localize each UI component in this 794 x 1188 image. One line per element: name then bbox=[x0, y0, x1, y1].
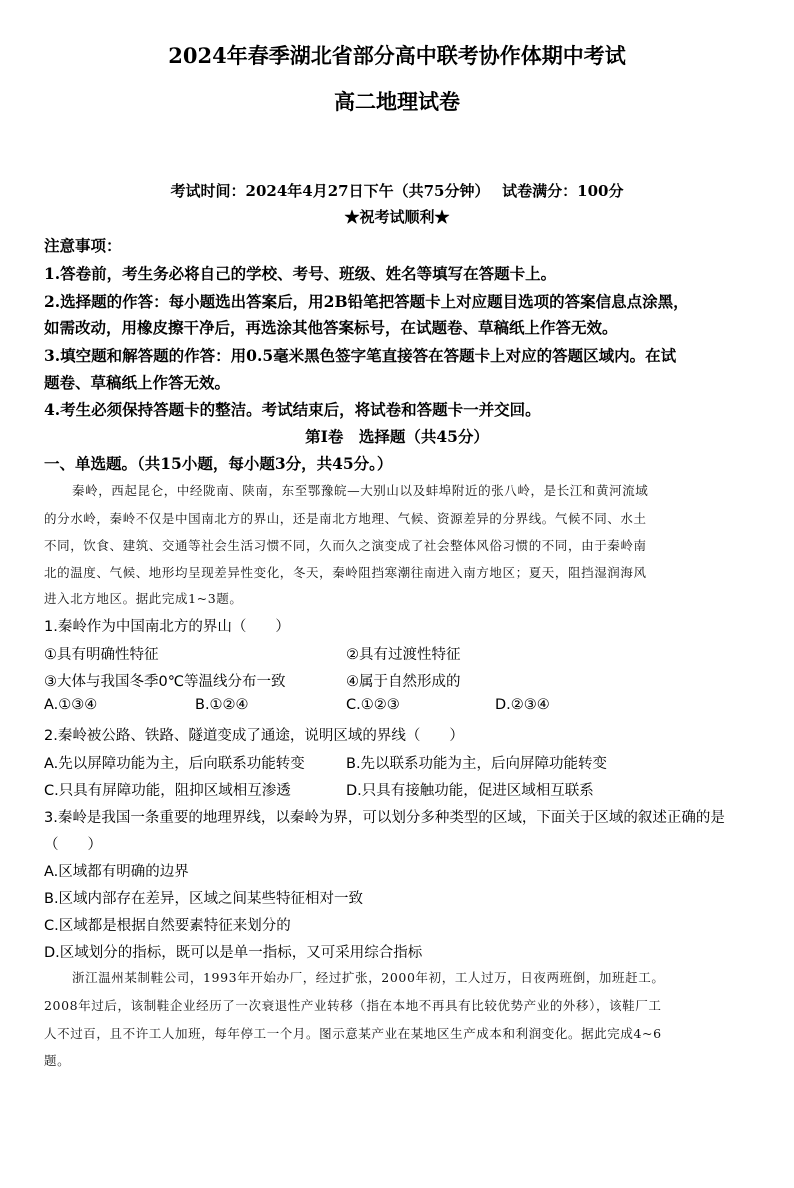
note-item-2-line-1: 2.选择题的作答：每小题选出答案后，用2B铅笔把答题卡上对应题目选项的答案信息点涂黑， bbox=[44, 292, 689, 311]
note-item-3-line-1: 3.填空题和解答题的作答：用0.5毫米黑色签字笔直接答在答题卡上对应的答题区域内。在试 bbox=[44, 346, 677, 365]
q1-option-c: C.①②③ bbox=[346, 697, 400, 713]
q3-option-b: B.区域内部存在差异，区域之间某些特征相对一致 bbox=[44, 891, 364, 907]
passage2-line-1: 浙江温州某制鞋公司，1993年开始办厂，经过扩张，2000年初，工人过万，日夜两班倒，加班赶工。 bbox=[72, 970, 665, 985]
exam-title: 2024年春季湖北省部分高中联考协作体期中考试 bbox=[168, 43, 626, 68]
q2-option-a: A.先以屏障功能为主，后向联系功能转变 bbox=[44, 756, 305, 772]
passage1-line-2: 的分水岭，秦岭不仅是中国南北方的界山，还是南北方地理、气候、资源差异的分界线。气候不同、水土 bbox=[44, 511, 647, 526]
q3-stem-line-2: （ ） bbox=[44, 837, 102, 853]
q3-stem-line-1: 3.秦岭是我国一条重要的地理界线，以秦岭为界，可以划分多种类型的区域，下面关于区域的叙述正确的是 bbox=[44, 810, 725, 826]
q1-statement-4: ④属于自然形成的 bbox=[346, 674, 461, 690]
q1-stem: 1.秦岭作为中国南北方的界山（ ） bbox=[44, 619, 290, 635]
notes-heading: 注意事项： bbox=[44, 236, 122, 255]
q3-option-c: C.区域都是根据自然要素特征来划分的 bbox=[44, 918, 291, 934]
passage2-line-4: 题。 bbox=[44, 1053, 71, 1068]
exam-subtitle: 高二地理试卷 bbox=[334, 89, 460, 114]
passage1-line-4: 北的温度、气候、地形均呈现差异性变化，冬天，秦岭阻挡寒潮往南进入南方地区；夏天，阻挡湿润海风 bbox=[44, 565, 647, 580]
section-heading: 一、单选题。（共15小题，每小题3分，共45分。） bbox=[44, 454, 393, 473]
passage2-line-3: 人不过百，且不许工人加班，每年停工一个月。图示意某产业在某地区生产成本和利润变化。据此完成4~6 bbox=[44, 1026, 662, 1041]
q1-statement-1: ①具有明确性特征 bbox=[44, 647, 159, 663]
q1-statement-2: ②具有过渡性特征 bbox=[346, 647, 461, 663]
q2-option-c: C.只具有屏障功能，阻抑区域相互渗透 bbox=[44, 783, 291, 799]
note-item-4: 4.考生必须保持答题卡的整洁。考试结束后，将试卷和答题卡一并交回。 bbox=[44, 400, 541, 419]
note-item-2-line-2: 如需改动，用橡皮擦干净后，再选涂其他答案标号，在试题卷、草稿纸上作答无效。 bbox=[44, 318, 618, 337]
good-luck-wish: ★祝考试顺利★ bbox=[344, 208, 450, 226]
part1-heading: 第Ⅰ卷 选择题（共45分） bbox=[305, 427, 489, 446]
q1-option-b: B.①②④ bbox=[195, 697, 249, 713]
q1-option-d: D.②③④ bbox=[495, 697, 550, 713]
q2-option-b: B.先以联系功能为主，后向屏障功能转变 bbox=[346, 756, 608, 772]
note-item-1: 1.答卷前，考生务必将自己的学校、考号、班级、姓名等填写在答题卡上。 bbox=[44, 264, 557, 283]
passage2-line-2: 2008年过后，该制鞋企业经历了一次衰退性产业转移（指在本地不再具有比较优势产业的外移），该鞋厂工 bbox=[44, 998, 662, 1013]
q2-stem: 2.秦岭被公路、铁路、隧道变成了通途，说明区域的界线（ ） bbox=[44, 728, 464, 744]
note-item-3-line-2: 题卷、草稿纸上作答无效。 bbox=[44, 373, 231, 392]
passage1-line-1: 秦岭，西起昆仑，中经陇南、陕南，东至鄂豫皖—大别山以及蚌埠附近的张八岭，是长江和黄河流域 bbox=[72, 483, 649, 498]
q2-option-d: D.只具有接触功能，促进区域相互联系 bbox=[346, 783, 594, 799]
q3-option-a: A.区域都有明确的边界 bbox=[44, 864, 189, 880]
passage1-line-3: 不同，饮食、建筑、交通等社会生活习惯不同，久而久之演变成了社会整体风俗习惯的不同，由于秦岭南 bbox=[44, 538, 647, 553]
q1-statement-3: ③大体与我国冬季0℃等温线分布一致 bbox=[44, 674, 286, 690]
q1-option-a: A.①③④ bbox=[44, 697, 98, 713]
q3-option-d: D.区域划分的指标，既可以是单一指标，又可采用综合指标 bbox=[44, 945, 423, 961]
exam-info: 考试时间：2024年4月27日下午（共75分钟） 试卷满分：100分 bbox=[170, 182, 624, 200]
passage1-line-5: 进入北方地区。据此完成1~3题。 bbox=[44, 591, 243, 606]
